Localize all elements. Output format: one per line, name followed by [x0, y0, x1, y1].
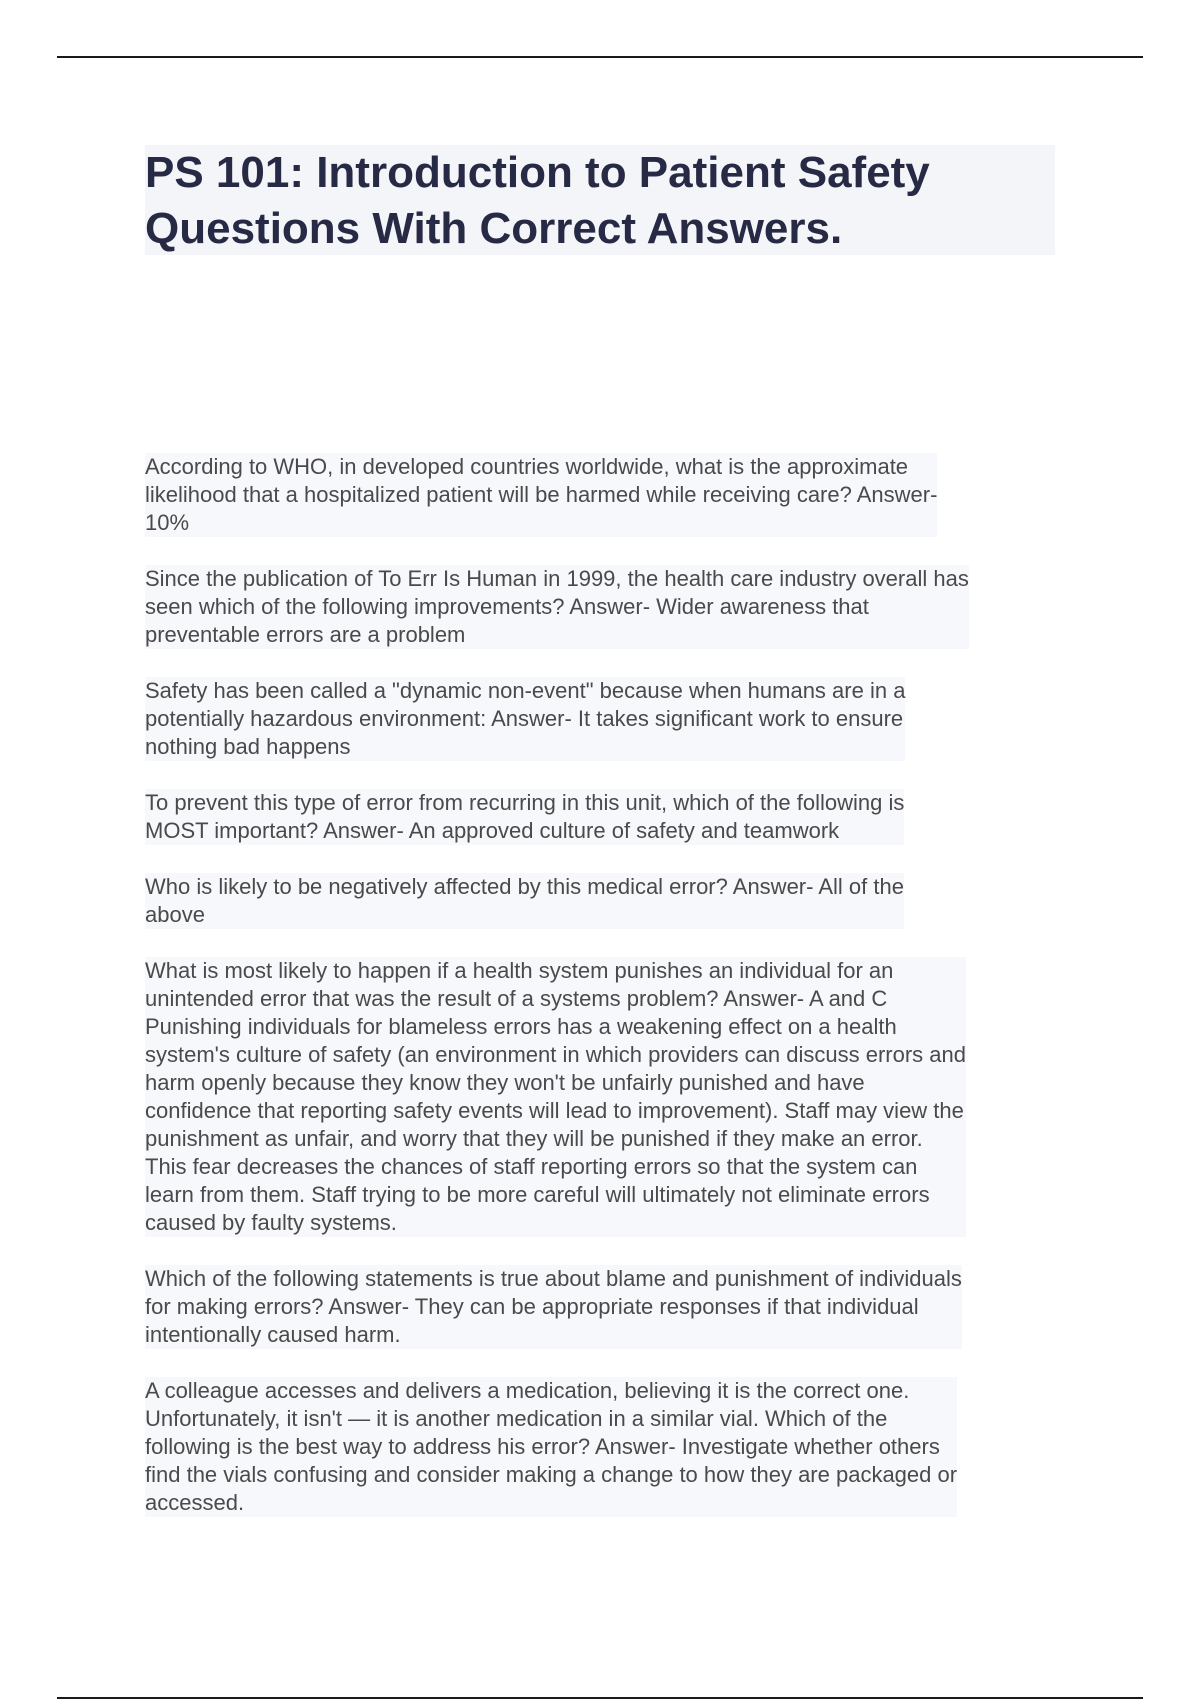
- title-block: [145, 145, 1055, 255]
- qa-line: caused by faulty systems.: [145, 1210, 397, 1235]
- qa-line: Unfortunately, it isn't — it is another medication in a similar vial. Which of the: [145, 1406, 888, 1431]
- qa-line: Which of the following statements is true about blame and punishment of individuals: [145, 1266, 962, 1291]
- qa-line: following is the best way to address his error? Answer- Investigate whether others: [145, 1434, 940, 1459]
- qa-line: preventable errors are a problem: [145, 622, 466, 647]
- qa-line: This fear decreases the chances of staff reporting errors so that the system can: [145, 1154, 918, 1179]
- qa-line: accessed.: [145, 1490, 245, 1515]
- qa-item: [145, 957, 966, 1237]
- qa-line: MOST important? Answer- An approved culture of safety and teamwork: [145, 818, 840, 843]
- qa-line: confidence that reporting safety events will lead to improvement). Staff may view the: [145, 1098, 964, 1123]
- qa-item: [145, 1377, 957, 1517]
- qa-item: [145, 453, 937, 537]
- qa-line: To prevent this type of error from recurring in this unit, which of the following is: [145, 790, 905, 815]
- qa-item: [145, 565, 969, 649]
- bottom-rule: [57, 1697, 1143, 1699]
- qa-line: According to WHO, in developed countries worldwide, what is the approximate: [145, 454, 909, 479]
- qa-item: [145, 677, 905, 761]
- title-line: Questions With Correct Answers.: [145, 204, 843, 253]
- qa-line: Since the publication of To Err Is Human in 1999, the health care industry overall has: [145, 566, 969, 591]
- qa-line: What is most likely to happen if a health system punishes an individual for an: [145, 958, 894, 983]
- qa-line: harm openly because they know they won't be unfairly punished and have: [145, 1070, 865, 1095]
- qa-line: Punishing individuals for blameless errors has a weakening effect on a health: [145, 1014, 897, 1039]
- qa-line: punishment as unfair, and worry that they will be punished if they make an error.: [145, 1126, 923, 1151]
- qa-line: nothing bad happens: [145, 734, 351, 759]
- qa-line: A colleague accesses and delivers a medication, believing it is the correct one.: [145, 1378, 910, 1403]
- qa-line: potentially hazardous environment: Answer- It takes significant work to ensure: [145, 706, 904, 731]
- qa-line: for making errors? Answer- They can be appropriate responses if that individual: [145, 1294, 919, 1319]
- qa-line: learn from them. Staff trying to be more careful will ultimately not eliminate errors: [145, 1182, 930, 1207]
- document-title: [145, 145, 1055, 257]
- qa-line: seen which of the following improvements? Answer- Wider awareness that: [145, 594, 869, 619]
- qa-item: [145, 873, 904, 929]
- qa-line: find the vials confusing and consider making a change to how they are packaged or: [145, 1462, 958, 1487]
- qa-line: system's culture of safety (an environment in which providers can discuss errors and: [145, 1042, 966, 1067]
- qa-line: 10%: [145, 510, 190, 535]
- qa-line: unintended error that was the result of a systems problem? Answer- A and C: [145, 986, 888, 1011]
- qa-item: [145, 1265, 962, 1349]
- qa-item: [145, 789, 904, 845]
- qa-line: Who is likely to be negatively affected by this medical error? Answer- All of the: [145, 874, 904, 899]
- qa-list: [145, 453, 1065, 1545]
- qa-line: Safety has been called a "dynamic non-event" because when humans are in a: [145, 678, 906, 703]
- qa-line: likelihood that a hospitalized patient will be harmed while receiving care? Answer-: [145, 482, 938, 507]
- qa-line: intentionally caused harm.: [145, 1322, 401, 1347]
- qa-line: above: [145, 902, 205, 927]
- top-rule: [57, 56, 1143, 58]
- title-line: PS 101: Introduction to Patient Safety: [145, 148, 930, 197]
